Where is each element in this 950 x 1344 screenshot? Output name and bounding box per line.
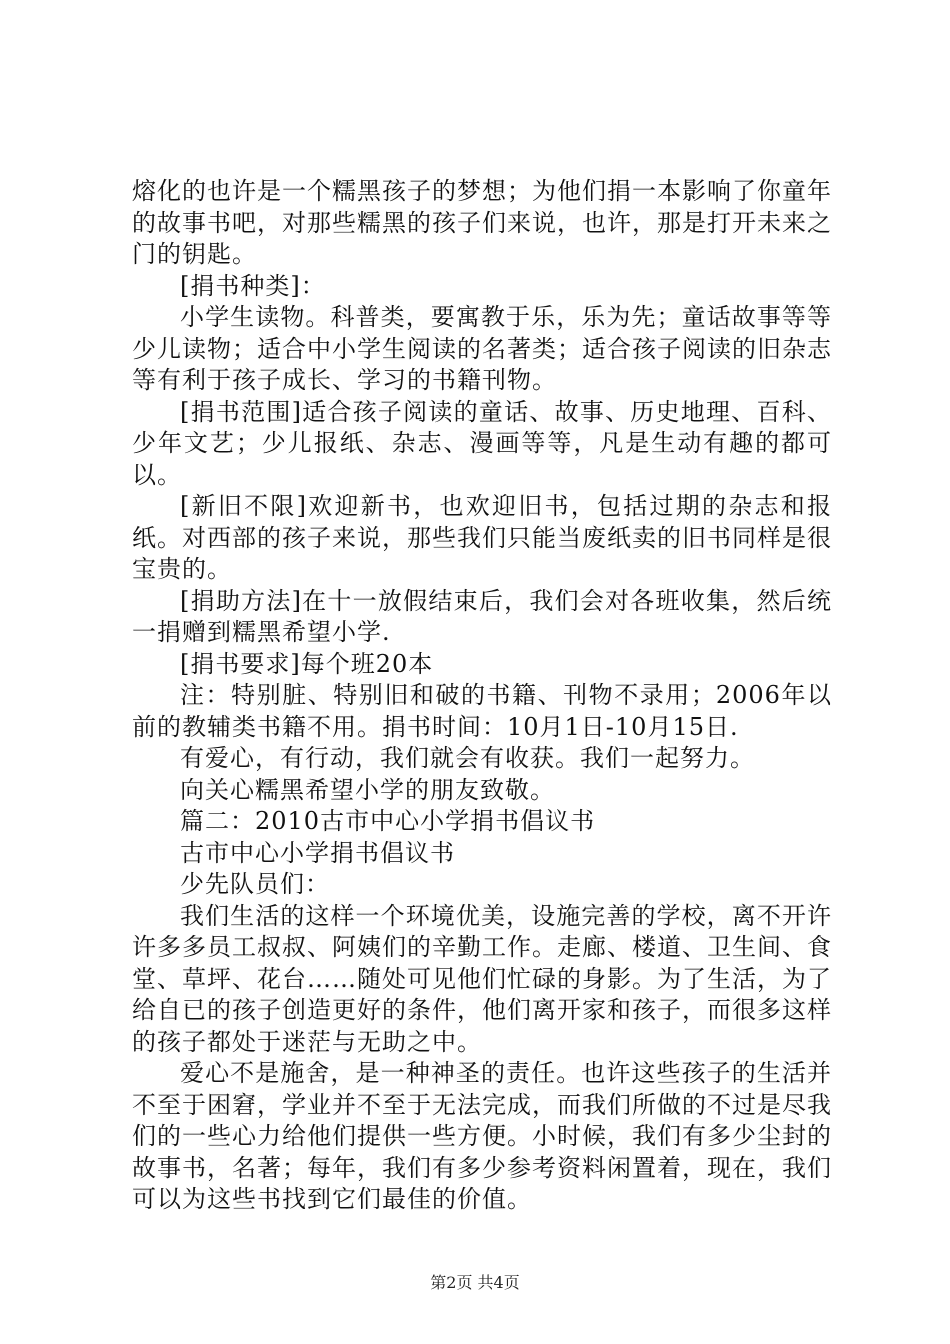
paragraph-donation-requirement: [捐书要求]每个班20本 <box>180 649 434 678</box>
document-body <box>132 176 832 1216</box>
salutation: 少先队员们： <box>180 870 330 898</box>
page-footer: 第2页 共4页 <box>430 1273 520 1292</box>
paragraph: 向关心糯黑希望小学的朋友致敬。 <box>180 775 555 804</box>
paragraph-heading-donation-types: [捐书种类]： <box>180 271 326 300</box>
paragraph: 我们生活的这样一个环境优美，设施完善的学校，离不开许许多多员工叔叔、阿姨们的辛勤工作。走廊、楼道、卫生间、食堂、草坪、花台……随处可见他们忙碌的身影。为了生活，为了给自已的孩子创造更好的条件，他们离开家和孩子，而很多这样的孩子都处于迷茫与无助之中。 <box>132 901 832 1056</box>
paragraph: 有爱心，有行动，我们就会有收获。我们一起努力。 <box>180 744 755 772</box>
proposal-title: 古市中心小学捐书倡议书 <box>180 838 455 867</box>
section-title: 篇二：2010古市中心小学捐书倡议书 <box>180 807 596 835</box>
paragraph: 爱心不是施舍，是一种神圣的责任。也许这些孩子的生活并不至于困窘，学业并不至于无法完成，而我们所做的不过是尽我们的一些心力给他们提供一些方便。小时候，我们有多少尘封的故事书，名著；每年，我们有多少参考资料闲置着，现在，我们可以为这些书找到它们最佳的价值。 <box>132 1059 832 1213</box>
paragraph-donation-method: [捐助方法]在十一放假结束后，我们会对各班收集，然后统一捐赠到糯黑希望小学. <box>132 586 832 646</box>
paragraph-donation-scope: [捐书范围]适合孩子阅读的童话、故事、历史地理、百科、少年文艺；少儿报纸、杂志、漫画等等，凡是生动有趣的都可以。 <box>132 397 832 489</box>
paragraph-new-or-old: [新旧不限]欢迎新书，也欢迎旧书，包括过期的杂志和报纸。对西部的孩子来说，那些我们只能当废纸卖的旧书同样是很宝贵的。 <box>132 492 832 583</box>
paragraph: 小学生读物。科普类，要寓教于乐，乐为先；童话故事等等少儿读物；适合中小学生阅读的名著类；适合孩子阅读的旧杂志等有利于孩子成长、学习的书籍刊物。 <box>132 303 832 394</box>
paragraph-note: 注：特别脏、特别旧和破的书籍、刊物不录用；2006年以前的教辅类书籍不用。捐书时间：10月1日-10月15日. <box>132 681 832 741</box>
paragraph: 熔化的也许是一个糯黑孩子的梦想；为他们捐一本影响了你童年的故事书吧，对那些糯黑的孩子们来说，也许，那是打开未来之门的钥匙。 <box>132 177 832 268</box>
